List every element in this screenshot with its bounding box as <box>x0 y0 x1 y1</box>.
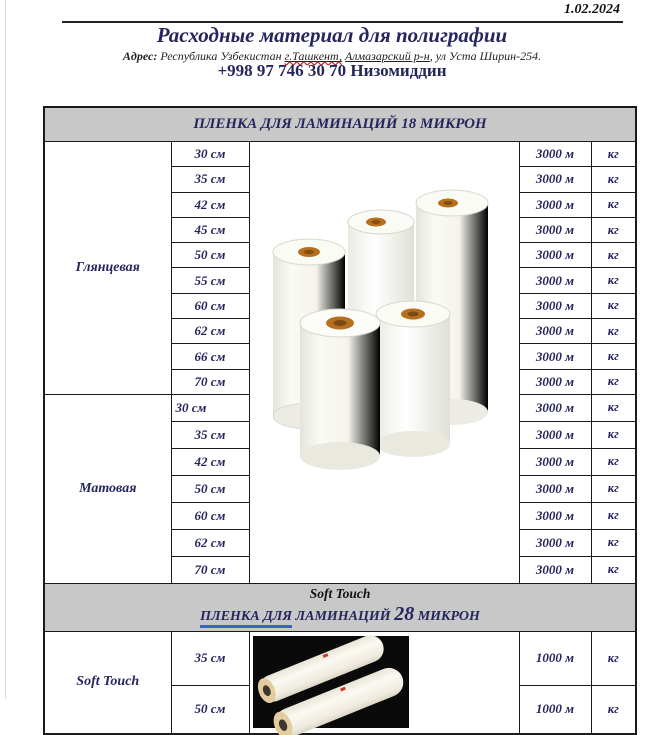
length-cell: 3000 м <box>519 243 591 268</box>
size-cell: 30 см <box>171 142 249 167</box>
unit-cell: кг <box>591 529 636 556</box>
price-table <box>43 106 637 735</box>
soft-touch-rolls-image <box>253 636 409 728</box>
length-cell: 3000 м <box>519 556 591 583</box>
size-cell: 35 см <box>171 421 249 448</box>
rolls-photo-cell <box>249 142 519 584</box>
soft-touch-heading: Soft Touch <box>309 585 371 601</box>
size-cell: 35 см <box>171 167 249 192</box>
film-row <box>44 142 636 167</box>
size-cell: 62 см <box>171 529 249 556</box>
size-cell: 60 см <box>171 502 249 529</box>
unit-cell: кг <box>591 685 636 734</box>
length-cell: 1000 м <box>519 685 591 734</box>
length-cell: 3000 м <box>519 421 591 448</box>
size-cell: 70 см <box>171 369 249 394</box>
length-cell: 3000 м <box>519 475 591 502</box>
size-cell: 42 см <box>171 448 249 475</box>
category-cell: Матовая <box>44 394 171 583</box>
size-cell: 60 см <box>171 293 249 318</box>
divider-row <box>44 583 636 631</box>
size-cell: 50 см <box>171 685 249 734</box>
size-cell: 42 см <box>171 192 249 217</box>
length-cell: 3000 м <box>519 344 591 369</box>
soft-touch-photo-cell <box>249 631 519 734</box>
length-cell: 1000 м <box>519 631 591 685</box>
address-street: , ул Уста Ширин-254. <box>429 49 542 63</box>
size-cell: 66 см <box>171 344 249 369</box>
address-city: г.Ташкент, <box>284 49 342 63</box>
size-cell: 55 см <box>171 268 249 293</box>
length-cell: 3000 м <box>519 448 591 475</box>
length-cell: 3000 м <box>519 319 591 344</box>
length-cell: 3000 м <box>519 217 591 242</box>
length-cell: 3000 м <box>519 529 591 556</box>
size-cell: 50 см <box>171 475 249 502</box>
unit-cell: кг <box>591 167 636 192</box>
category-cell-soft-touch: Soft Touch <box>44 631 171 734</box>
document-date: 1.02.2024 <box>564 2 620 17</box>
unit-cell: кг <box>591 243 636 268</box>
page-title: Расходные материал для полиграфии <box>156 23 508 47</box>
unit-cell: кг <box>591 142 636 167</box>
unit-cell: кг <box>591 394 636 421</box>
length-cell: 3000 м <box>519 142 591 167</box>
unit-cell: кг <box>591 293 636 318</box>
section-18-title: ПЛЕНКА ДЛЯ ЛАМИНАЦИЙ 18 МИКРОН <box>44 107 636 142</box>
address-country: Республика Узбекистан <box>157 49 285 63</box>
length-cell: 3000 м <box>519 293 591 318</box>
size-cell: 50 см <box>171 243 249 268</box>
unit-cell: кг <box>591 344 636 369</box>
section-18-header-row <box>44 107 636 142</box>
length-cell: 3000 м <box>519 268 591 293</box>
size-cell: 35 см <box>171 631 249 685</box>
length-cell: 3000 м <box>519 394 591 421</box>
unit-cell: кг <box>591 448 636 475</box>
size-cell: 70 см <box>171 556 249 583</box>
length-cell: 3000 м <box>519 192 591 217</box>
unit-cell: кг <box>591 475 636 502</box>
length-cell: 3000 м <box>519 369 591 394</box>
size-cell: 62 см <box>171 319 249 344</box>
unit-cell: кг <box>591 217 636 242</box>
unit-cell: кг <box>591 631 636 685</box>
page-margin-line <box>5 0 6 699</box>
section-28-header-cell <box>44 583 636 631</box>
unit-cell: кг <box>591 319 636 344</box>
unit-cell: кг <box>591 268 636 293</box>
section-28-title: ПЛЕНКА ДЛЯ ЛАМИНАЦИЙ 28 МИКРОН <box>45 603 635 628</box>
unit-cell: кг <box>591 502 636 529</box>
unit-cell: кг <box>591 192 636 217</box>
address-label: Адрес: <box>122 49 158 63</box>
category-cell: Глянцевая <box>44 142 171 395</box>
length-cell: 3000 м <box>519 502 591 529</box>
soft-touch-row <box>44 631 636 685</box>
unit-cell: кг <box>591 421 636 448</box>
length-cell: 3000 м <box>519 167 591 192</box>
size-cell: 30 см <box>171 394 249 421</box>
address-district: Алмазарский р-н <box>344 49 430 63</box>
phone-number: +998 97 746 30 70 Низомиддин <box>217 61 447 80</box>
unit-cell: кг <box>591 369 636 394</box>
unit-cell: кг <box>591 556 636 583</box>
size-cell: 45 см <box>171 217 249 242</box>
